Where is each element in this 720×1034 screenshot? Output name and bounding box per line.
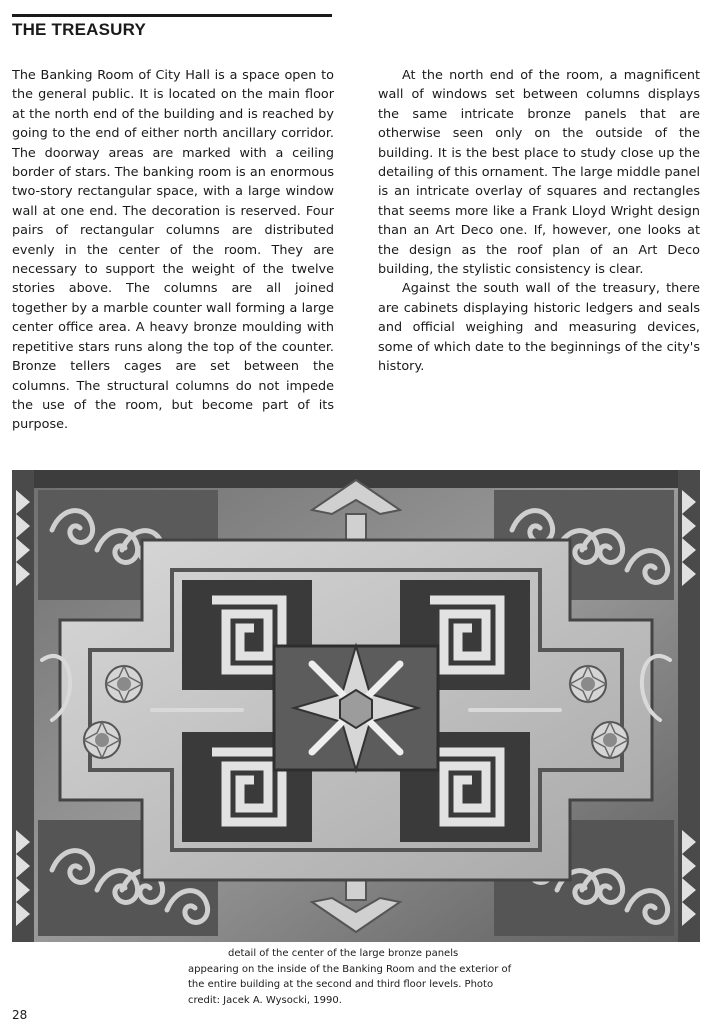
caption-line: credit: Jacek A. Wysocki, 1990.: [188, 994, 342, 1006]
page-number: 28: [12, 1008, 28, 1022]
bronze-panel-photo: [12, 470, 700, 942]
photo-caption: [188, 946, 518, 1008]
caption-line: appearing on the inside of the Banking Room and the exterior of: [188, 963, 512, 975]
body-paragraph: At the north end of the room, a magnificent wall of windows set between columns displays the same intricate bronze panels that are otherwise seen only on the outside of the building. It is the best place to study close up the detailing of this ornament. The large middle panel is an intricate overlay of squares and rectangles that seems more like a Frank Lloyd Wright design than an Art Deco one. If, however, one looks at the design as the roof plan of an Art Deco building, the stylistic consistency is clear.: [378, 68, 700, 278]
caption-line: detail of the center of the large bronze panels: [228, 948, 459, 959]
caption-line: the entire building at the second and third floor levels. Photo: [188, 979, 494, 990]
section-title: THE TREASURY: [12, 14, 332, 41]
body-paragraph: The Banking Room of City Hall is a space open to the general public. It is located on the main floor at the north end of the building and is reached by going to the end of either north ancillary corridor. The doorway areas are marked with a ceiling border of stars. The banking room is an enormous two-story rectangular space, with a large window wall at one end. The decoration is reserved. Four pairs of rectangular columns are distributed evenly in the center of the room. They are necessary to support the weight of the twelve stories above. The columns are all joined together by a marble counter wall forming a large center office area. A heavy bronze moulding with repetitive stars runs along the top of the counter. Bronze tellers cages are set between the columns. The structural columns do not impede the use of the room, but become part of its purpose.: [12, 68, 334, 433]
right-column: [378, 66, 700, 377]
body-paragraph: Against the south wall of the treasury, there are cabinets displaying historic ledgers and seals and official weighing and measuring devices, some of which date to the beginnings of the city's history.: [378, 281, 700, 375]
left-column: [12, 66, 334, 435]
